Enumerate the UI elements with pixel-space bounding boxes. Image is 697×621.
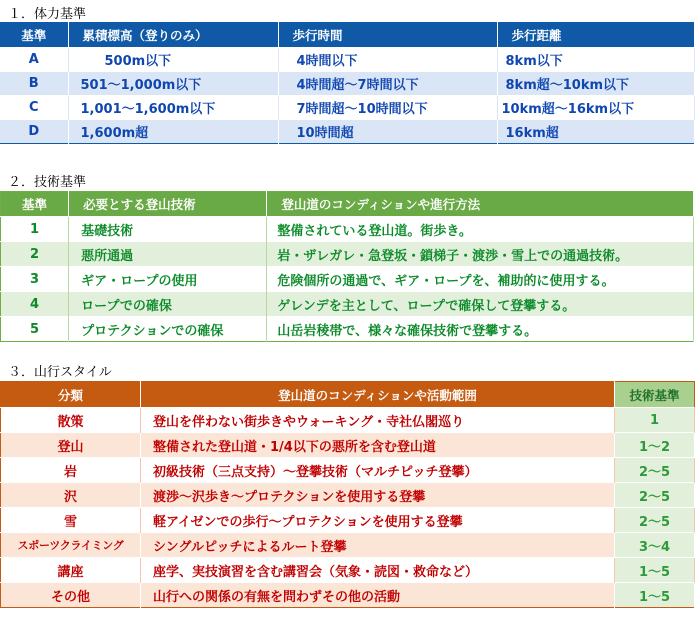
level-cell: D: [0, 120, 68, 144]
tech-level-cell: 2～5: [615, 483, 695, 508]
activity-cell: 座学、実技演習を含む講習会（気象・読図・救命など）: [141, 558, 615, 583]
level-cell: 4: [1, 292, 69, 317]
header-cell: 登山道のコンディションや進行方法: [267, 192, 694, 217]
header-cell: 歩行時間: [278, 22, 497, 48]
category-cell: 講座: [1, 558, 141, 583]
tech-level-cell: 1～5: [615, 583, 695, 608]
table-header-row: [0, 22, 694, 48]
level-cell: C: [0, 96, 68, 120]
section1-title: １．体力基準: [8, 7, 87, 22]
skill-cell: ロープでの確保: [69, 292, 267, 317]
category-cell: 雪: [1, 508, 141, 533]
walking-distance-cell: 10km超～16km以下: [497, 96, 694, 120]
section2-title: ２．技術基準: [8, 175, 87, 190]
table-row: [1, 533, 695, 558]
level-cell: 1: [1, 217, 69, 242]
level-cell: B: [0, 72, 68, 96]
tech-level-cell: 1～5: [615, 558, 695, 583]
tech-level-cell: 1: [615, 408, 695, 433]
walking-distance-cell: 16km超: [497, 120, 694, 144]
physical-standard-table: [0, 22, 695, 144]
tech-level-cell: 2～5: [615, 458, 695, 483]
category-cell: その他: [1, 583, 141, 608]
table-row: [1, 483, 695, 508]
activity-cell: 渡渉～沢歩き～プロテクションを使用する登攀: [141, 483, 615, 508]
category-cell: 沢: [1, 483, 141, 508]
mountain-activity-style-table: [0, 381, 695, 608]
table-header-row: [1, 192, 694, 217]
table-row: [1, 583, 695, 608]
activity-cell: 軽アイゼンでの歩行～プロテクションを使用する登攀: [141, 508, 615, 533]
table-row: [1, 458, 695, 483]
category-cell: 岩: [1, 458, 141, 483]
table-row: [0, 48, 694, 72]
tech-level-cell: 3～4: [615, 533, 695, 558]
table-row: [0, 120, 694, 144]
skill-cell: ギア・ロープの使用: [69, 267, 267, 292]
table-row: [0, 72, 694, 96]
skill-cell: プロテクションでの確保: [69, 317, 267, 342]
walking-distance-cell: 8km超～10km以下: [497, 72, 694, 96]
category-cell: 登山: [1, 433, 141, 458]
elevation-cell: 1,001～1,600m以下: [68, 96, 278, 120]
table-row: [1, 267, 694, 292]
header-cell: 技術基準: [615, 382, 695, 408]
table-row: [1, 508, 695, 533]
level-cell: A: [0, 48, 68, 72]
walking-time-cell: 7時間超～10時間以下: [278, 96, 497, 120]
table-row: [0, 96, 694, 120]
header-cell: 分類: [1, 382, 141, 408]
table-row: [1, 292, 694, 317]
condition-cell: 危険個所の通過で、ギア・ロープを、補助的に使用する。: [267, 267, 694, 292]
header-cell: 必要とする登山技術: [69, 192, 267, 217]
header-cell: 登山道のコンディションや活動範囲: [141, 382, 615, 408]
activity-cell: 山行への関係の有無を問わずその他の活動: [141, 583, 615, 608]
walking-time-cell: 4時間以下: [278, 48, 497, 72]
category-cell: スポーツクライミング: [1, 533, 141, 558]
skill-cell: 基礎技術: [69, 217, 267, 242]
activity-cell: 整備された登山道・1/4以下の悪所を含む登山道: [141, 433, 615, 458]
skill-cell: 悪所通過: [69, 242, 267, 267]
walking-distance-cell: 8km以下: [497, 48, 694, 72]
elevation-cell: 501～1,000m以下: [68, 72, 278, 96]
walking-time-cell: 4時間超～7時間以下: [278, 72, 497, 96]
level-cell: 3: [1, 267, 69, 292]
condition-cell: ゲレンデを主として、ロープで確保して登攀する。: [267, 292, 694, 317]
walking-time-cell: 10時間超: [278, 120, 497, 144]
header-cell: 基準: [0, 22, 68, 48]
condition-cell: 整備されている登山道。街歩き。: [267, 217, 694, 242]
activity-cell: 初級技術（三点支持）～登攀技術（マルチピッチ登攀）: [141, 458, 615, 483]
table-header-row: [1, 382, 695, 408]
condition-cell: 山岳岩稜帯で、様々な確保技術で登攀する。: [267, 317, 694, 342]
category-cell: 散策: [1, 408, 141, 433]
header-cell: 歩行距離: [497, 22, 694, 48]
elevation-cell: 500m以下: [68, 48, 278, 72]
activity-cell: シングルピッチによるルート登攀: [141, 533, 615, 558]
table-row: [1, 433, 695, 458]
header-cell: 基準: [1, 192, 69, 217]
level-cell: 2: [1, 242, 69, 267]
table-row: [1, 408, 695, 433]
tech-level-cell: 1～2: [615, 433, 695, 458]
table-row: [1, 317, 694, 342]
table-row: [1, 217, 694, 242]
header-cell: 累積標高（登りのみ）: [68, 22, 278, 48]
technical-standard-table: [0, 191, 694, 342]
section3-title: ３．山行スタイル: [8, 365, 112, 380]
table-row: [1, 242, 694, 267]
activity-cell: 登山を伴わない街歩きやウォーキング・寺社仏閣巡り: [141, 408, 615, 433]
tech-level-cell: 2～5: [615, 508, 695, 533]
elevation-cell: 1,600m超: [68, 120, 278, 144]
level-cell: 5: [1, 317, 69, 342]
condition-cell: 岩・ザレガレ・急登坂・鎖梯子・渡渉・雪上での通過技術。: [267, 242, 694, 267]
table-row: [1, 558, 695, 583]
